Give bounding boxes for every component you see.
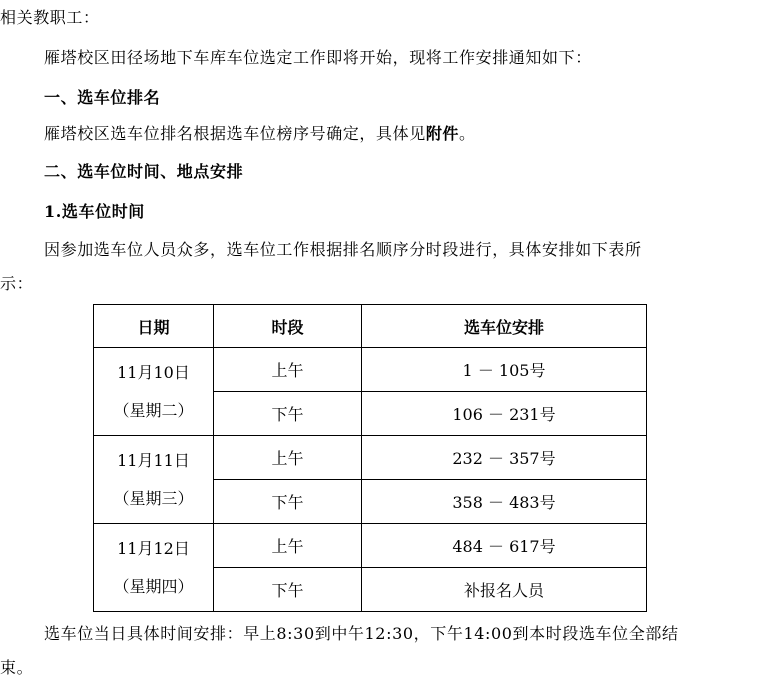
schedule-table <box>93 304 647 612</box>
table-row <box>94 348 647 392</box>
section1-heading: 一、选车位排名 <box>44 88 161 107</box>
section2-heading: 二、选车位时间、地点安排 <box>44 162 244 181</box>
range-cell: 358 － 483号 <box>362 480 647 524</box>
table-row <box>94 524 647 568</box>
section1-body-prefix: 雁塔校区选车位排名根据选车位榜序号确定，具体见 <box>44 124 426 143</box>
section1-body <box>44 124 476 144</box>
weekday-text: （星期三） <box>113 488 194 508</box>
attachment-link[interactable]: 附件 <box>425 124 460 143</box>
range-cell: 232 － 357号 <box>362 436 647 480</box>
header-arrangement: 选车位安排 <box>362 305 647 348</box>
date-text: 11月12日 <box>117 538 190 558</box>
date-cell <box>94 348 214 436</box>
table-row <box>94 436 647 480</box>
period-cell: 下午 <box>214 480 362 524</box>
date-cell <box>94 436 214 524</box>
subsection-heading: 1.选车位时间 <box>44 202 145 221</box>
greeting: 相关教职工： <box>0 8 100 27</box>
date-cell <box>94 524 214 612</box>
period-cell: 下午 <box>214 568 362 612</box>
range-cell: 补报名人员 <box>362 568 647 612</box>
header-date: 日期 <box>94 305 214 348</box>
date-text: 11月11日 <box>117 450 190 470</box>
header-period: 时段 <box>214 305 362 348</box>
period-cell: 上午 <box>214 524 362 568</box>
period-cell: 上午 <box>214 436 362 480</box>
date-text: 11月10日 <box>117 362 190 382</box>
section1-body-suffix: 。 <box>459 124 476 143</box>
range-cell: 484 － 617号 <box>362 524 647 568</box>
closing-line1: 选车位当日具体时间安排：早上8:30到中午12:30，下午14:00到本时段选车位全部结 <box>44 624 679 643</box>
subsection-body-line2: 示： <box>0 274 34 293</box>
intro-paragraph: 雁塔校区田径场地下车库车位选定工作即将开始，现将工作安排通知如下： <box>44 48 592 67</box>
range-cell: 106 － 231号 <box>362 392 647 436</box>
range-cell: 1 － 105号 <box>362 348 647 392</box>
subsection-body-line1: 因参加选车位人员众多，选车位工作根据排名顺序分时段进行，具体安排如下表所 <box>44 240 642 259</box>
table-header-row <box>94 305 647 348</box>
weekday-text: （星期四） <box>113 576 194 596</box>
period-cell: 下午 <box>214 392 362 436</box>
period-cell: 上午 <box>214 348 362 392</box>
closing-line2: 束。 <box>0 658 34 677</box>
weekday-text: （星期二） <box>113 400 194 420</box>
